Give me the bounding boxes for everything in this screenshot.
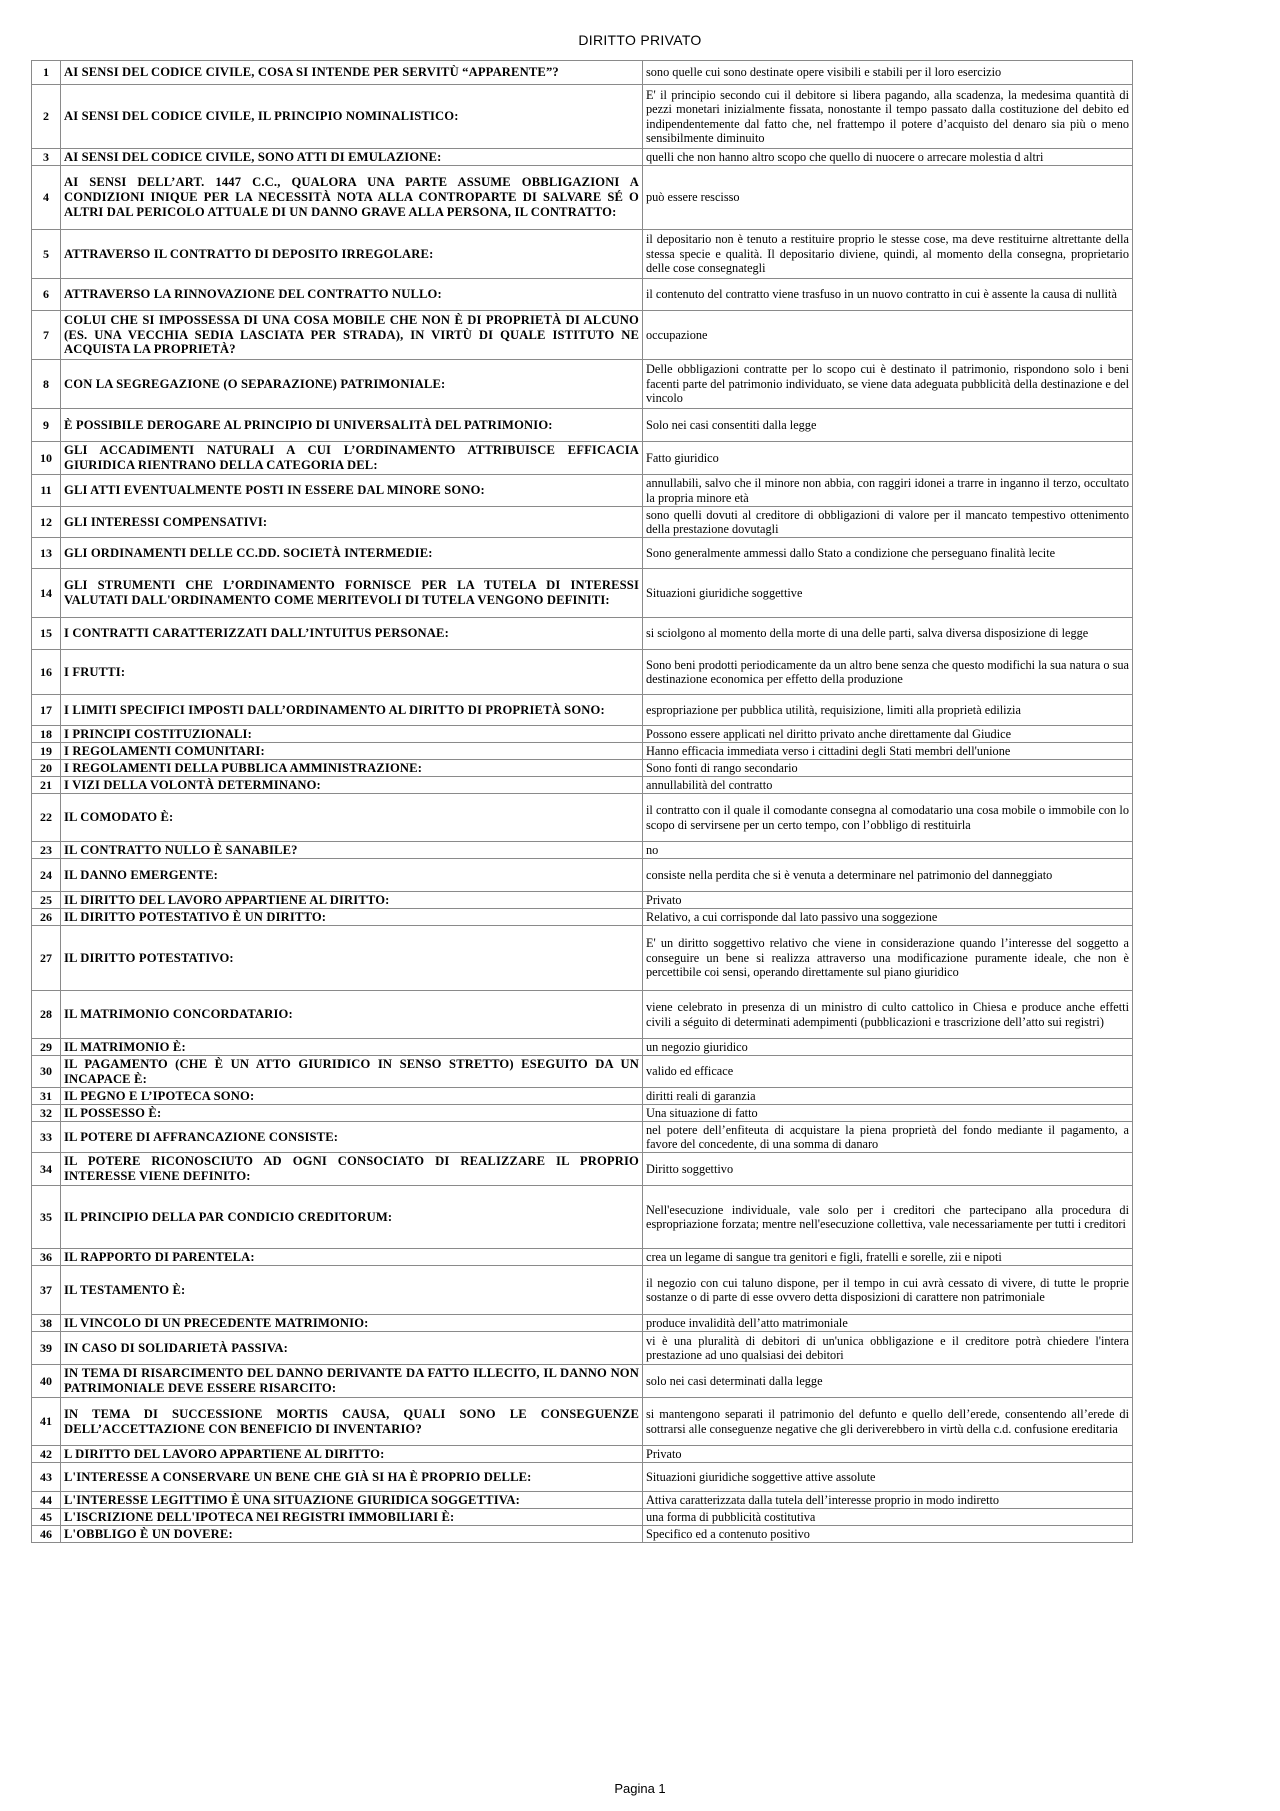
question-text: IL TESTAMENTO È: <box>61 1266 643 1315</box>
table-row <box>32 909 1133 926</box>
question-text: IL POSSESSO È: <box>61 1105 643 1122</box>
question-text: AI SENSI DEL CODICE CIVILE, IL PRINCIPIO NOMINALISTICO: <box>61 85 643 149</box>
question-number: 30 <box>32 1056 61 1088</box>
answer-text: Privato <box>643 892 1133 909</box>
question-text: I REGOLAMENTI DELLA PUBBLICA AMMINISTRAZIONE: <box>61 760 643 777</box>
question-number: 32 <box>32 1105 61 1122</box>
table-row <box>32 926 1133 991</box>
table-row <box>32 760 1133 777</box>
answer-text: produce invalidità dell’atto matrimoniale <box>643 1315 1133 1332</box>
table-row <box>32 1332 1133 1365</box>
answer-text: Privato <box>643 1446 1133 1463</box>
question-number: 13 <box>32 538 61 569</box>
question-number: 18 <box>32 726 61 743</box>
answer-text: no <box>643 842 1133 859</box>
question-number: 9 <box>32 409 61 442</box>
table-row <box>32 1056 1133 1088</box>
answer-text: occupazione <box>643 311 1133 360</box>
answer-text: Solo nei casi consentiti dalla legge <box>643 409 1133 442</box>
question-number: 39 <box>32 1332 61 1365</box>
question-number: 29 <box>32 1039 61 1056</box>
answer-text: Una situazione di fatto <box>643 1105 1133 1122</box>
table-row <box>32 726 1133 743</box>
questions-table <box>31 60 1133 1543</box>
question-number: 38 <box>32 1315 61 1332</box>
table-row <box>32 1153 1133 1186</box>
table-row <box>32 991 1133 1039</box>
question-number: 20 <box>32 760 61 777</box>
answer-text: Fatto giuridico <box>643 442 1133 475</box>
question-text: L DIRITTO DEL LAVORO APPARTIENE AL DIRITTO: <box>61 1446 643 1463</box>
table-row <box>32 777 1133 794</box>
answer-text: viene celebrato in presenza di un ministro di culto cattolico in Chiesa e produce anche effetti civili a séguito di determinati adempimenti (pubblicazioni e trascrizione dell’atto sui registri) <box>643 991 1133 1039</box>
answer-text: Sono beni prodotti periodicamente da un altro bene senza che questo modifichi la sua natura o sua destinazione economica per effetto della produzione <box>643 650 1133 695</box>
table-row <box>32 311 1133 360</box>
table-row <box>32 892 1133 909</box>
question-text: AI SENSI DEL CODICE CIVILE, COSA SI INTENDE PER SERVITÙ “APPARENTE”? <box>61 61 643 85</box>
question-number: 42 <box>32 1446 61 1463</box>
question-number: 12 <box>32 507 61 538</box>
answer-text: Delle obbligazioni contratte per lo scopo cui è destinato il patrimonio, rispondono solo i beni facenti parte del patrimonio individuato, se viene data adeguata pubblicità della destinazione e del vincolo <box>643 360 1133 409</box>
table-row <box>32 85 1133 149</box>
question-text: I FRUTTI: <box>61 650 643 695</box>
question-number: 36 <box>32 1249 61 1266</box>
question-number: 43 <box>32 1463 61 1492</box>
question-text: L'INTERESSE LEGITTIMO È UNA SITUAZIONE GIURIDICA SOGGETTIVA: <box>61 1492 643 1509</box>
answer-text: il depositario non è tenuto a restituire proprio le stesse cose, ma deve restituirne altrettante della stessa specie e qualità. Il depositario diviene, quindi, al momento della consegna, proprietario delle cose consegnategli <box>643 230 1133 279</box>
table-row <box>32 1526 1133 1543</box>
table-row <box>32 61 1133 85</box>
questions-table-body <box>32 61 1133 1543</box>
table-row <box>32 1492 1133 1509</box>
table-row <box>32 1509 1133 1526</box>
question-text: IL COMODATO È: <box>61 794 643 842</box>
question-number: 11 <box>32 475 61 507</box>
question-number: 21 <box>32 777 61 794</box>
table-row <box>32 538 1133 569</box>
question-number: 44 <box>32 1492 61 1509</box>
answer-text: Sono fonti di rango secondario <box>643 760 1133 777</box>
question-text: IN TEMA DI RISARCIMENTO DEL DANNO DERIVANTE DA FATTO ILLECITO, IL DANNO NON PATRIMONIALE DEVE ESSERE RISARCITO: <box>61 1365 643 1398</box>
question-number: 24 <box>32 859 61 892</box>
answer-text: il contenuto del contratto viene trasfuso in un nuovo contratto in cui è assente la causa di nullità <box>643 279 1133 311</box>
answer-text: Hanno efficacia immediata verso i cittadini degli Stati membri dell'unione <box>643 743 1133 760</box>
answer-text: espropriazione per pubblica utilità, requisizione, limiti alla proprietà edilizia <box>643 695 1133 726</box>
answer-text: Attiva caratterizzata dalla tutela dell’interesse proprio in modo indiretto <box>643 1492 1133 1509</box>
question-text: ATTRAVERSO LA RINNOVAZIONE DEL CONTRATTO NULLO: <box>61 279 643 311</box>
answer-text: sono quelli dovuti al creditore di obbligazioni di valore per il mancato tempestivo ottenimento della prestazione dovutagli <box>643 507 1133 538</box>
question-number: 8 <box>32 360 61 409</box>
question-text: I LIMITI SPECIFICI IMPOSTI DALL’ORDINAMENTO AL DIRITTO DI PROPRIETÀ SONO: <box>61 695 643 726</box>
answer-text: solo nei casi determinati dalla legge <box>643 1365 1133 1398</box>
table-row <box>32 279 1133 311</box>
question-text: IN CASO DI SOLIDARIETÀ PASSIVA: <box>61 1332 643 1365</box>
table-row <box>32 1365 1133 1398</box>
table-row <box>32 1266 1133 1315</box>
question-text: IL DIRITTO DEL LAVORO APPARTIENE AL DIRITTO: <box>61 892 643 909</box>
answer-text: Sono generalmente ammessi dallo Stato a condizione che perseguano finalità lecite <box>643 538 1133 569</box>
answer-text: il contratto con il quale il comodante consegna al comodatario una cosa mobile o immobile con lo scopo di servirsene per un certo tempo, con l’obbligo di restituirla <box>643 794 1133 842</box>
question-number: 33 <box>32 1122 61 1153</box>
question-number: 7 <box>32 311 61 360</box>
page-title: DIRITTO PRIVATO <box>578 32 702 48</box>
table-row <box>32 695 1133 726</box>
answer-text: vi è una pluralità di debitori di un'unica obbligazione e il creditore potrà chiedere l'intera prestazione ad uno qualsiasi dei debitori <box>643 1332 1133 1365</box>
answer-text: consiste nella perdita che si è venuta a determinare nel patrimonio del danneggiato <box>643 859 1133 892</box>
table-row <box>32 1249 1133 1266</box>
table-row <box>32 475 1133 507</box>
question-number: 1 <box>32 61 61 85</box>
table-row <box>32 409 1133 442</box>
question-text: IL PEGNO E L’IPOTECA SONO: <box>61 1088 643 1105</box>
table-row <box>32 650 1133 695</box>
question-text: GLI ATTI EVENTUALMENTE POSTI IN ESSERE DAL MINORE SONO: <box>61 475 643 507</box>
answer-text: Nell'esecuzione individuale, vale solo per i creditori che partecipano alla procedura di espropriazione forzata; mentre nell'esecuzione collettiva, vale necessariamente per tutti i creditori <box>643 1186 1133 1249</box>
answer-text: il negozio con cui taluno dispone, per il tempo in cui avrà cessato di vivere, di tutte le proprie sostanze o di parte di esse ovvero detta disposizioni di carattere non patrimoniale <box>643 1266 1133 1315</box>
question-number: 37 <box>32 1266 61 1315</box>
table-row <box>32 1088 1133 1105</box>
table-row <box>32 149 1133 166</box>
answer-text: diritti reali di garanzia <box>643 1088 1133 1105</box>
question-number: 27 <box>32 926 61 991</box>
table-row <box>32 360 1133 409</box>
question-text: GLI INTERESSI COMPENSATIVI: <box>61 507 643 538</box>
question-text: I REGOLAMENTI COMUNITARI: <box>61 743 643 760</box>
question-number: 10 <box>32 442 61 475</box>
table-row <box>32 569 1133 618</box>
answer-text: valido ed efficace <box>643 1056 1133 1088</box>
table-row <box>32 1315 1133 1332</box>
table-row <box>32 1463 1133 1492</box>
table-row <box>32 442 1133 475</box>
question-number: 17 <box>32 695 61 726</box>
answer-text: Possono essere applicati nel diritto privato anche direttamente dal Giudice <box>643 726 1133 743</box>
question-number: 28 <box>32 991 61 1039</box>
question-text: ATTRAVERSO IL CONTRATTO DI DEPOSITO IRREGOLARE: <box>61 230 643 279</box>
answer-text: annullabilità del contratto <box>643 777 1133 794</box>
question-number: 35 <box>32 1186 61 1249</box>
answer-text: annullabili, salvo che il minore non abbia, con raggiri idonei a trarre in inganno il terzo, occultato la propria minore età <box>643 475 1133 507</box>
answer-text: quelli che non hanno altro scopo che quello di nuocere o arrecare molestia d altri <box>643 149 1133 166</box>
answer-text: un negozio giuridico <box>643 1039 1133 1056</box>
table-row <box>32 166 1133 230</box>
question-text: AI SENSI DEL CODICE CIVILE, SONO ATTI DI EMULAZIONE: <box>61 149 643 166</box>
question-number: 34 <box>32 1153 61 1186</box>
table-row <box>32 1105 1133 1122</box>
answer-text: Situazioni giuridiche soggettive attive assolute <box>643 1463 1133 1492</box>
question-text: IL DANNO EMERGENTE: <box>61 859 643 892</box>
question-text: GLI ORDINAMENTI DELLE CC.DD. SOCIETÀ INTERMEDIE: <box>61 538 643 569</box>
question-text: È POSSIBILE DEROGARE AL PRINCIPIO DI UNIVERSALITÀ DEL PATRIMONIO: <box>61 409 643 442</box>
question-text: GLI STRUMENTI CHE L’ORDINAMENTO FORNISCE PER LA TUTELA DI INTERESSI VALUTATI DALL'ORDINAMENTO COME MERITEVOLI DI TUTELA VENGONO DEFINITI: <box>61 569 643 618</box>
question-number: 16 <box>32 650 61 695</box>
question-number: 22 <box>32 794 61 842</box>
question-text: GLI ACCADIMENTI NATURALI A CUI L’ORDINAMENTO ATTRIBUISCE EFFICACIA GIURIDICA RIENTRANO DELLA CATEGORIA DEL: <box>61 442 643 475</box>
question-text: IN TEMA DI SUCCESSIONE MORTIS CAUSA, QUALI SONO LE CONSEGUENZE DELL’ACCETTAZIONE CON BENEFICIO DI INVENTARIO? <box>61 1398 643 1446</box>
question-text: L'ISCRIZIONE DELL'IPOTECA NEI REGISTRI IMMOBILIARI È: <box>61 1509 643 1526</box>
question-number: 3 <box>32 149 61 166</box>
table-row <box>32 743 1133 760</box>
answer-text: si sciolgono al momento della morte di una delle parti, salva diversa disposizione di legge <box>643 618 1133 650</box>
table-row <box>32 1186 1133 1249</box>
question-text: I PRINCIPI COSTITUZIONALI: <box>61 726 643 743</box>
answer-text: Situazioni giuridiche soggettive <box>643 569 1133 618</box>
question-text: L'INTERESSE A CONSERVARE UN BENE CHE GIÀ SI HA È PROPRIO DELLE: <box>61 1463 643 1492</box>
question-text: IL MATRIMONIO È: <box>61 1039 643 1056</box>
question-number: 6 <box>32 279 61 311</box>
question-text: IL DIRITTO POTESTATIVO È UN DIRITTO: <box>61 909 643 926</box>
question-text: L'OBBLIGO È UN DOVERE: <box>61 1526 643 1543</box>
question-number: 40 <box>32 1365 61 1398</box>
table-row <box>32 1398 1133 1446</box>
question-text: AI SENSI DELL’ART. 1447 C.C., QUALORA UNA PARTE ASSUME OBBLIGAZIONI A CONDIZIONI INIQUE PER LA NECESSITÀ NOTA ALLA CONTROPARTE DI SALVARE SÉ O ALTRI DAL PERICOLO ATTUALE DI UN DANNO GRAVE ALLA PERSONA, IL CONTRATTO: <box>61 166 643 230</box>
question-text: CON LA SEGREGAZIONE (O SEPARAZIONE) PATRIMONIALE: <box>61 360 643 409</box>
table-row <box>32 1446 1133 1463</box>
question-number: 26 <box>32 909 61 926</box>
question-number: 19 <box>32 743 61 760</box>
question-text: IL CONTRATTO NULLO È SANABILE? <box>61 842 643 859</box>
question-number: 25 <box>32 892 61 909</box>
answer-text: una forma di pubblicità costitutiva <box>643 1509 1133 1526</box>
question-text: COLUI CHE SI IMPOSSESSA DI UNA COSA MOBILE CHE NON È DI PROPRIETÀ DI ALCUNO (ES. UNA VECCHIA SEDIA LASCIATA PER STRADA), IN VIRTÙ DI QUALE ISTITUTO NE ACQUISTA LA PROPRIETÀ? <box>61 311 643 360</box>
table-row <box>32 230 1133 279</box>
answer-text: Relativo, a cui corrisponde dal lato passivo una soggezione <box>643 909 1133 926</box>
answer-text: può essere rescisso <box>643 166 1133 230</box>
table-row <box>32 794 1133 842</box>
question-number: 23 <box>32 842 61 859</box>
question-number: 31 <box>32 1088 61 1105</box>
question-number: 4 <box>32 166 61 230</box>
table-row <box>32 1122 1133 1153</box>
question-number: 2 <box>32 85 61 149</box>
answer-text: Diritto soggettivo <box>643 1153 1133 1186</box>
answer-text: Specifico ed a contenuto positivo <box>643 1526 1133 1543</box>
table-row <box>32 507 1133 538</box>
question-text: IL VINCOLO DI UN PRECEDENTE MATRIMONIO: <box>61 1315 643 1332</box>
question-number: 45 <box>32 1509 61 1526</box>
question-text: IL POTERE DI AFFRANCAZIONE CONSISTE: <box>61 1122 643 1153</box>
table-row <box>32 842 1133 859</box>
question-number: 15 <box>32 618 61 650</box>
question-number: 46 <box>32 1526 61 1543</box>
table-row <box>32 859 1133 892</box>
question-text: I CONTRATTI CARATTERIZZATI DALL’INTUITUS PERSONAE: <box>61 618 643 650</box>
question-text: I VIZI DELLA VOLONTÀ DETERMINANO: <box>61 777 643 794</box>
question-text: IL PAGAMENTO (CHE È UN ATTO GIURIDICO IN SENSO STRETTO) ESEGUITO DA UN INCAPACE È: <box>61 1056 643 1088</box>
answer-text: nel potere dell’enfiteuta di acquistare la piena proprietà del fondo mediante il pagamento, a favore del concedente, di una somma di danaro <box>643 1122 1133 1153</box>
answer-text: E' un diritto soggettivo relativo che viene in considerazione quando l’interesse del soggetto a conseguire un bene si realizza attraverso una modificazione puramente ideale, che non è percettibile coi sensi, operando direttamente sul piano giuridico <box>643 926 1133 991</box>
answer-text: crea un legame di sangue tra genitori e figli, fratelli e sorelle, zii e nipoti <box>643 1249 1133 1266</box>
question-text: IL PRINCIPIO DELLA PAR CONDICIO CREDITORUM: <box>61 1186 643 1249</box>
table-row <box>32 618 1133 650</box>
question-text: IL MATRIMONIO CONCORDATARIO: <box>61 991 643 1039</box>
question-number: 5 <box>32 230 61 279</box>
question-text: IL RAPPORTO DI PARENTELA: <box>61 1249 643 1266</box>
page-number: Pagina 1 <box>614 1781 666 1796</box>
question-text: IL POTERE RICONOSCIUTO AD OGNI CONSOCIATO DI REALIZZARE IL PROPRIO INTERESSE VIENE DEFINITO: <box>61 1153 643 1186</box>
answer-text: E' il principio secondo cui il debitore si libera pagando, alla scadenza, la medesima quantità di pezzi monetari inizialmente fissata, nonostante il tempo passato dalla costituzione del debito ed indipendentemente dal fatto che, nel frattempo il potere d’acquisto del denaro sia più o meno sensibilmente diminuito <box>643 85 1133 149</box>
answer-text: sono quelle cui sono destinate opere visibili e stabili per il loro esercizio <box>643 61 1133 85</box>
answer-text: si mantengono separati il patrimonio del defunto e quello dell’erede, consentendo all’erede di sottrarsi alle conseguenze negative che gli deriverebbero in virtù della c.d. confusione ereditaria <box>643 1398 1133 1446</box>
question-text: IL DIRITTO POTESTATIVO: <box>61 926 643 991</box>
question-number: 41 <box>32 1398 61 1446</box>
question-number: 14 <box>32 569 61 618</box>
table-row <box>32 1039 1133 1056</box>
